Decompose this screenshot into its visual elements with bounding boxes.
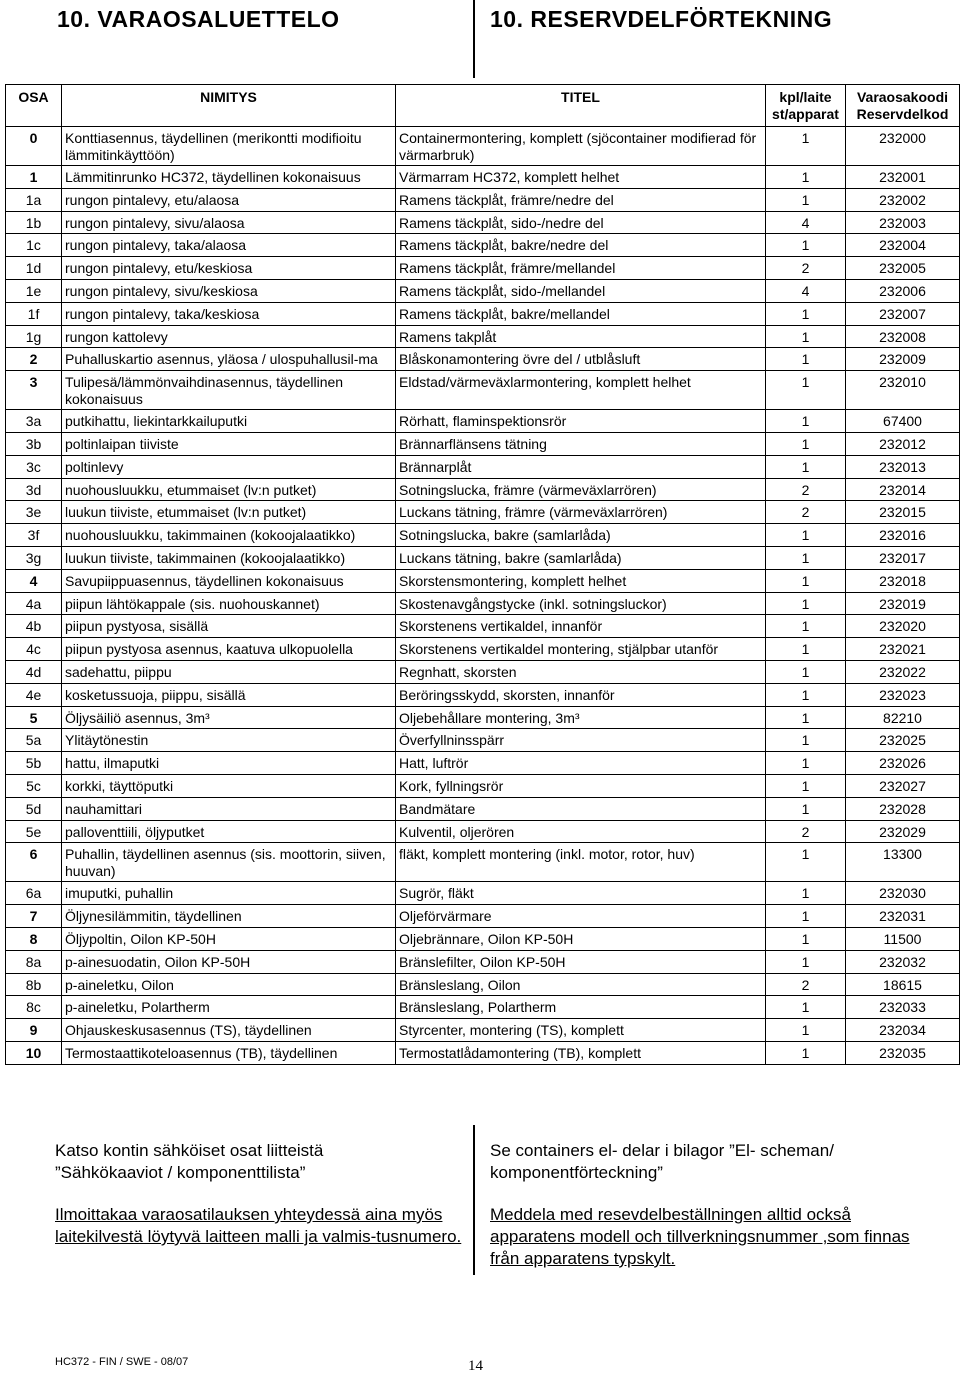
cell-osa: 4a xyxy=(6,592,62,615)
cell-koodi: 232013 xyxy=(846,455,960,478)
table-row xyxy=(6,455,960,478)
cell-nimitys: hattu, ilmaputki xyxy=(62,752,396,775)
cell-osa: 8c xyxy=(6,996,62,1019)
cell-nimitys: putkihattu, liekintarkkailuputki xyxy=(62,410,396,433)
header-kpl: kpl/laite st/apparat xyxy=(766,85,846,127)
footer-note-fi-1-line1: Katso kontin sähköiset osat liitteistä xyxy=(55,1141,324,1160)
cell-koodi: 82210 xyxy=(846,706,960,729)
table-row xyxy=(6,371,960,410)
table-row xyxy=(6,774,960,797)
document-code: HC372 - FIN / SWE - 08/07 xyxy=(55,1356,189,1368)
cell-titel: Oljebrännare, Oilon KP-50H xyxy=(396,927,766,950)
table-row xyxy=(6,660,960,683)
footer-note-sv-1-line2: komponentförteckning” xyxy=(490,1163,663,1182)
table-row xyxy=(6,615,960,638)
footer-note-fi-1 xyxy=(55,1140,445,1184)
cell-koodi: 232034 xyxy=(846,1019,960,1042)
cell-nimitys: poltinlevy xyxy=(62,455,396,478)
cell-nimitys: imuputki, puhallin xyxy=(62,882,396,905)
cell-koodi: 232021 xyxy=(846,638,960,661)
cell-titel: Beröringsskydd, skorsten, innanför xyxy=(396,683,766,706)
cell-titel: Ramens takplåt xyxy=(396,325,766,348)
table-row xyxy=(6,1019,960,1042)
cell-kpl: 4 xyxy=(766,279,846,302)
cell-nimitys: nuohousluukku, takimmainen (kokoojalaatikko) xyxy=(62,524,396,547)
cell-titel: Sugrör, fläkt xyxy=(396,882,766,905)
cell-nimitys: nuohousluukku, etummaiset (lv:n putket) xyxy=(62,478,396,501)
table-row xyxy=(6,546,960,569)
cell-osa: 4d xyxy=(6,660,62,683)
cell-nimitys: piipun pystyosa, sisällä xyxy=(62,615,396,638)
cell-osa: 3d xyxy=(6,478,62,501)
cell-titel: Bränsleslang, Polartherm xyxy=(396,996,766,1019)
cell-nimitys: Tulipesä/lämmönvaihdinasennus, täydellinen kokonaisuus xyxy=(62,371,396,410)
cell-nimitys: palloventtiili, öljyputket xyxy=(62,820,396,843)
cell-kpl: 4 xyxy=(766,211,846,234)
cell-koodi: 232020 xyxy=(846,615,960,638)
table-row xyxy=(6,638,960,661)
cell-titel: fläkt, komplett montering (inkl. motor, rotor, huv) xyxy=(396,843,766,882)
table-row xyxy=(6,302,960,325)
cell-osa: 5e xyxy=(6,820,62,843)
cell-koodi: 232031 xyxy=(846,905,960,928)
cell-kpl: 2 xyxy=(766,820,846,843)
cell-koodi: 67400 xyxy=(846,410,960,433)
cell-koodi: 232023 xyxy=(846,683,960,706)
cell-titel: Eldstad/värmeväxlarmontering, komplett helhet xyxy=(396,371,766,410)
cell-nimitys: Puhallin, täydellinen asennus (sis. moottorin, siiven, huuvan) xyxy=(62,843,396,882)
cell-osa: 10 xyxy=(6,1041,62,1064)
cell-osa: 1f xyxy=(6,302,62,325)
cell-kpl: 1 xyxy=(766,524,846,547)
cell-nimitys: Öljysäiliö asennus, 3m³ xyxy=(62,706,396,729)
table-row xyxy=(6,820,960,843)
table-row xyxy=(6,279,960,302)
cell-titel: Luckans tätning, främre (värmeväxlarrören) xyxy=(396,501,766,524)
cell-nimitys: Ylitäytönestin xyxy=(62,729,396,752)
cell-osa: 4 xyxy=(6,569,62,592)
table-row xyxy=(6,843,960,882)
table-row xyxy=(6,432,960,455)
cell-koodi: 232006 xyxy=(846,279,960,302)
title-divider xyxy=(473,0,475,78)
table-row xyxy=(6,683,960,706)
cell-osa: 1e xyxy=(6,279,62,302)
cell-nimitys: Öljynesilämmitin, täydellinen xyxy=(62,905,396,928)
cell-koodi: 232017 xyxy=(846,546,960,569)
cell-titel: Skorstenens vertikaldel, innanför xyxy=(396,615,766,638)
cell-titel: Rörhatt, flaminspektionsrör xyxy=(396,410,766,433)
cell-titel: Ramens täckplåt, bakre/nedre del xyxy=(396,234,766,257)
cell-nimitys: piipun pystyosa asennus, kaatuva ulkopuolella xyxy=(62,638,396,661)
cell-koodi: 232002 xyxy=(846,188,960,211)
cell-titel: Ramens täckplåt, bakre/mellandel xyxy=(396,302,766,325)
cell-nimitys: p-aineletku, Polartherm xyxy=(62,996,396,1019)
cell-osa: 3b xyxy=(6,432,62,455)
cell-kpl: 1 xyxy=(766,1041,846,1064)
cell-nimitys: kosketussuoja, piippu, sisällä xyxy=(62,683,396,706)
table-body xyxy=(6,127,960,1065)
cell-kpl: 1 xyxy=(766,546,846,569)
cell-koodi: 232019 xyxy=(846,592,960,615)
footer-note-fi-1-line2: ”Sähkökaaviot / komponenttilista” xyxy=(55,1163,306,1182)
cell-osa: 3g xyxy=(6,546,62,569)
page-title-sv: 10. RESERVDELFÖRTEKNING xyxy=(490,6,833,32)
cell-koodi: 232029 xyxy=(846,820,960,843)
cell-osa: 1g xyxy=(6,325,62,348)
page-number: 14 xyxy=(468,1358,483,1374)
cell-kpl: 1 xyxy=(766,905,846,928)
cell-koodi: 232030 xyxy=(846,882,960,905)
cell-koodi: 232009 xyxy=(846,348,960,371)
header-koodi: Varaosakoodi Reservdelkod xyxy=(846,85,960,127)
cell-osa: 7 xyxy=(6,905,62,928)
cell-osa: 4e xyxy=(6,683,62,706)
cell-koodi: 232004 xyxy=(846,234,960,257)
cell-titel: Brännarplåt xyxy=(396,455,766,478)
cell-kpl: 2 xyxy=(766,478,846,501)
cell-osa: 1a xyxy=(6,188,62,211)
cell-kpl: 1 xyxy=(766,325,846,348)
table-row xyxy=(6,478,960,501)
cell-osa: 5a xyxy=(6,729,62,752)
header-titel: TITEL xyxy=(396,85,766,127)
cell-kpl: 1 xyxy=(766,843,846,882)
table-row xyxy=(6,592,960,615)
cell-nimitys: rungon pintalevy, taka/alaosa xyxy=(62,234,396,257)
cell-titel: Bandmätare xyxy=(396,797,766,820)
cell-nimitys: piipun lähtökappale (sis. nuohouskannet) xyxy=(62,592,396,615)
cell-titel: Ramens täckplåt, främre/mellandel xyxy=(396,257,766,280)
footer-note-fi-2: Ilmoittakaa varaosatilauksen yhteydessä aina myös laitekilvestä löytyvä laitteen malli ja valmis-tusnumero. xyxy=(55,1205,462,1246)
cell-osa: 1c xyxy=(6,234,62,257)
cell-kpl: 1 xyxy=(766,706,846,729)
cell-kpl: 1 xyxy=(766,371,846,410)
cell-titel: Kork, fyllningsrör xyxy=(396,774,766,797)
cell-osa: 5b xyxy=(6,752,62,775)
cell-titel: Oljebehållare montering, 3m³ xyxy=(396,706,766,729)
cell-koodi: 232035 xyxy=(846,1041,960,1064)
cell-kpl: 1 xyxy=(766,302,846,325)
cell-kpl: 1 xyxy=(766,432,846,455)
table-row xyxy=(6,905,960,928)
cell-kpl: 1 xyxy=(766,127,846,166)
cell-nimitys: nauhamittari xyxy=(62,797,396,820)
cell-koodi: 232025 xyxy=(846,729,960,752)
cell-koodi: 232028 xyxy=(846,797,960,820)
cell-titel: Skorstensmontering, komplett helhet xyxy=(396,569,766,592)
cell-titel: Sotningslucka, bakre (samlarlåda) xyxy=(396,524,766,547)
cell-osa: 3a xyxy=(6,410,62,433)
cell-kpl: 1 xyxy=(766,615,846,638)
cell-nimitys: Ohjauskeskusasennus (TS), täydellinen xyxy=(62,1019,396,1042)
parts-table-wrapper xyxy=(5,84,959,1065)
cell-titel: Brännarflänsens tätning xyxy=(396,432,766,455)
table-row xyxy=(6,797,960,820)
cell-titel: Containermontering, komplett (sjöcontainer modifierad för värmarbruk) xyxy=(396,127,766,166)
cell-koodi: 232016 xyxy=(846,524,960,547)
cell-kpl: 1 xyxy=(766,638,846,661)
cell-nimitys: rungon pintalevy, sivu/alaosa xyxy=(62,211,396,234)
cell-kpl: 1 xyxy=(766,882,846,905)
cell-nimitys: rungon kattolevy xyxy=(62,325,396,348)
cell-kpl: 1 xyxy=(766,996,846,1019)
table-header-row xyxy=(6,85,960,127)
cell-titel: Termostatlådamontering (TB), komplett xyxy=(396,1041,766,1064)
footer-note-sv-2: Meddela med resevdelbeställningen alltid också apparatens modell och tillverkningsnummer ,som finnas från apparatens typskylt. xyxy=(490,1205,910,1268)
cell-kpl: 1 xyxy=(766,729,846,752)
cell-kpl: 1 xyxy=(766,950,846,973)
cell-osa: 8b xyxy=(6,973,62,996)
cell-nimitys: rungon pintalevy, taka/keskiosa xyxy=(62,302,396,325)
table-row xyxy=(6,706,960,729)
cell-titel: Överfyllninsspärr xyxy=(396,729,766,752)
table-row xyxy=(6,166,960,189)
cell-nimitys: sadehattu, piippu xyxy=(62,660,396,683)
cell-nimitys: Lämmitinrunko HC372, täydellinen kokonaisuus xyxy=(62,166,396,189)
cell-titel: Skorstenens vertikaldel montering, stjälpbar utanför xyxy=(396,638,766,661)
cell-osa: 6a xyxy=(6,882,62,905)
cell-nimitys: korkki, täyttöputki xyxy=(62,774,396,797)
cell-nimitys: luukun tiiviste, etummaiset (lv:n putket) xyxy=(62,501,396,524)
cell-titel: Luckans tätning, bakre (samlarlåda) xyxy=(396,546,766,569)
cell-titel: Ramens täckplåt, främre/nedre del xyxy=(396,188,766,211)
cell-nimitys: p-ainesuodatin, Oilon KP-50H xyxy=(62,950,396,973)
header-nimitys: NIMITYS xyxy=(62,85,396,127)
cell-koodi: 232012 xyxy=(846,432,960,455)
cell-kpl: 2 xyxy=(766,973,846,996)
table-row xyxy=(6,524,960,547)
cell-osa: 2 xyxy=(6,348,62,371)
table-row xyxy=(6,996,960,1019)
table-row xyxy=(6,410,960,433)
table-row xyxy=(6,234,960,257)
cell-osa: 9 xyxy=(6,1019,62,1042)
table-row xyxy=(6,257,960,280)
footer-divider xyxy=(473,1125,475,1275)
cell-kpl: 1 xyxy=(766,234,846,257)
cell-koodi: 232026 xyxy=(846,752,960,775)
cell-koodi: 232033 xyxy=(846,996,960,1019)
cell-titel: Styrcenter, montering (TS), komplett xyxy=(396,1019,766,1042)
cell-osa: 3e xyxy=(6,501,62,524)
cell-nimitys: Öljypoltin, Oilon KP-50H xyxy=(62,927,396,950)
cell-osa: 1 xyxy=(6,166,62,189)
cell-osa: 4b xyxy=(6,615,62,638)
table-row xyxy=(6,752,960,775)
cell-koodi: 13300 xyxy=(846,843,960,882)
table-row xyxy=(6,501,960,524)
table-row xyxy=(6,1041,960,1064)
cell-kpl: 1 xyxy=(766,927,846,950)
cell-koodi: 232015 xyxy=(846,501,960,524)
cell-kpl: 1 xyxy=(766,410,846,433)
cell-osa: 8a xyxy=(6,950,62,973)
cell-koodi: 232007 xyxy=(846,302,960,325)
cell-kpl: 1 xyxy=(766,188,846,211)
cell-titel: Oljeförvärmare xyxy=(396,905,766,928)
cell-kpl: 1 xyxy=(766,166,846,189)
cell-koodi: 232005 xyxy=(846,257,960,280)
cell-koodi: 232010 xyxy=(846,371,960,410)
cell-nimitys: Termostaattikoteloasennus (TB), täydellinen xyxy=(62,1041,396,1064)
cell-kpl: 1 xyxy=(766,592,846,615)
cell-koodi: 18615 xyxy=(846,973,960,996)
cell-koodi: 232003 xyxy=(846,211,960,234)
table-row xyxy=(6,927,960,950)
cell-kpl: 1 xyxy=(766,660,846,683)
table-row xyxy=(6,950,960,973)
cell-koodi: 232000 xyxy=(846,127,960,166)
cell-osa: 6 xyxy=(6,843,62,882)
table-row xyxy=(6,729,960,752)
cell-kpl: 1 xyxy=(766,569,846,592)
table-row xyxy=(6,188,960,211)
cell-koodi: 232001 xyxy=(846,166,960,189)
cell-osa: 5c xyxy=(6,774,62,797)
page-title-fi: 10. VARAOSALUETTELO xyxy=(57,6,340,32)
cell-titel: Värmarram HC372, komplett helhet xyxy=(396,166,766,189)
cell-osa: 8 xyxy=(6,927,62,950)
cell-osa: 3f xyxy=(6,524,62,547)
cell-kpl: 2 xyxy=(766,501,846,524)
cell-kpl: 1 xyxy=(766,774,846,797)
table-row xyxy=(6,325,960,348)
cell-titel: Sotningslucka, främre (värmeväxlarrören) xyxy=(396,478,766,501)
cell-kpl: 1 xyxy=(766,683,846,706)
cell-osa: 1d xyxy=(6,257,62,280)
cell-kpl: 1 xyxy=(766,797,846,820)
parts-table xyxy=(5,84,960,1065)
cell-koodi: 232022 xyxy=(846,660,960,683)
cell-osa: 5d xyxy=(6,797,62,820)
table-row xyxy=(6,973,960,996)
cell-titel: Blåskonamontering övre del / utblåsluft xyxy=(396,348,766,371)
cell-kpl: 1 xyxy=(766,1019,846,1042)
cell-titel: Hatt, luftrör xyxy=(396,752,766,775)
cell-nimitys: p-aineletku, Oilon xyxy=(62,973,396,996)
cell-titel: Bränslefilter, Oilon KP-50H xyxy=(396,950,766,973)
cell-osa: 1b xyxy=(6,211,62,234)
footer-note-sv-1 xyxy=(490,1140,910,1184)
cell-osa: 5 xyxy=(6,706,62,729)
cell-koodi: 232014 xyxy=(846,478,960,501)
cell-titel: Ramens täckplåt, sido-/mellandel xyxy=(396,279,766,302)
table-row xyxy=(6,348,960,371)
cell-kpl: 1 xyxy=(766,348,846,371)
cell-titel: Ramens täckplåt, sido-/nedre del xyxy=(396,211,766,234)
cell-koodi: 232027 xyxy=(846,774,960,797)
cell-osa: 4c xyxy=(6,638,62,661)
cell-titel: Skostenavgångstycke (inkl. sotningsluckor) xyxy=(396,592,766,615)
table-row xyxy=(6,127,960,166)
cell-nimitys: poltinlaipan tiiviste xyxy=(62,432,396,455)
cell-osa: 0 xyxy=(6,127,62,166)
cell-titel: Kulventil, oljerören xyxy=(396,820,766,843)
cell-koodi: 232032 xyxy=(846,950,960,973)
cell-kpl: 1 xyxy=(766,752,846,775)
cell-osa: 3 xyxy=(6,371,62,410)
cell-nimitys: rungon pintalevy, etu/keskiosa xyxy=(62,257,396,280)
cell-koodi: 232008 xyxy=(846,325,960,348)
table-row xyxy=(6,882,960,905)
cell-osa: 3c xyxy=(6,455,62,478)
table-row xyxy=(6,211,960,234)
footer-note-sv-1-line1: Se containers el- delar i bilagor ”El- scheman/ xyxy=(490,1141,834,1160)
cell-kpl: 1 xyxy=(766,455,846,478)
cell-kpl: 2 xyxy=(766,257,846,280)
cell-titel: Regnhatt, skorsten xyxy=(396,660,766,683)
header-osa: OSA xyxy=(6,85,62,127)
table-row xyxy=(6,569,960,592)
cell-koodi: 11500 xyxy=(846,927,960,950)
cell-titel: Bränsleslang, Oilon xyxy=(396,973,766,996)
cell-nimitys: Puhalluskartio asennus, yläosa / ulospuhallusil-ma xyxy=(62,348,396,371)
cell-nimitys: luukun tiiviste, takimmainen (kokoojalaatikko) xyxy=(62,546,396,569)
cell-nimitys: Savupiippuasennus, täydellinen kokonaisuus xyxy=(62,569,396,592)
cell-nimitys: rungon pintalevy, etu/alaosa xyxy=(62,188,396,211)
cell-nimitys: Konttiasennus, täydellinen (merikontti modifioitu lämmitinkäyttöön) xyxy=(62,127,396,166)
cell-koodi: 232018 xyxy=(846,569,960,592)
cell-nimitys: rungon pintalevy, sivu/keskiosa xyxy=(62,279,396,302)
